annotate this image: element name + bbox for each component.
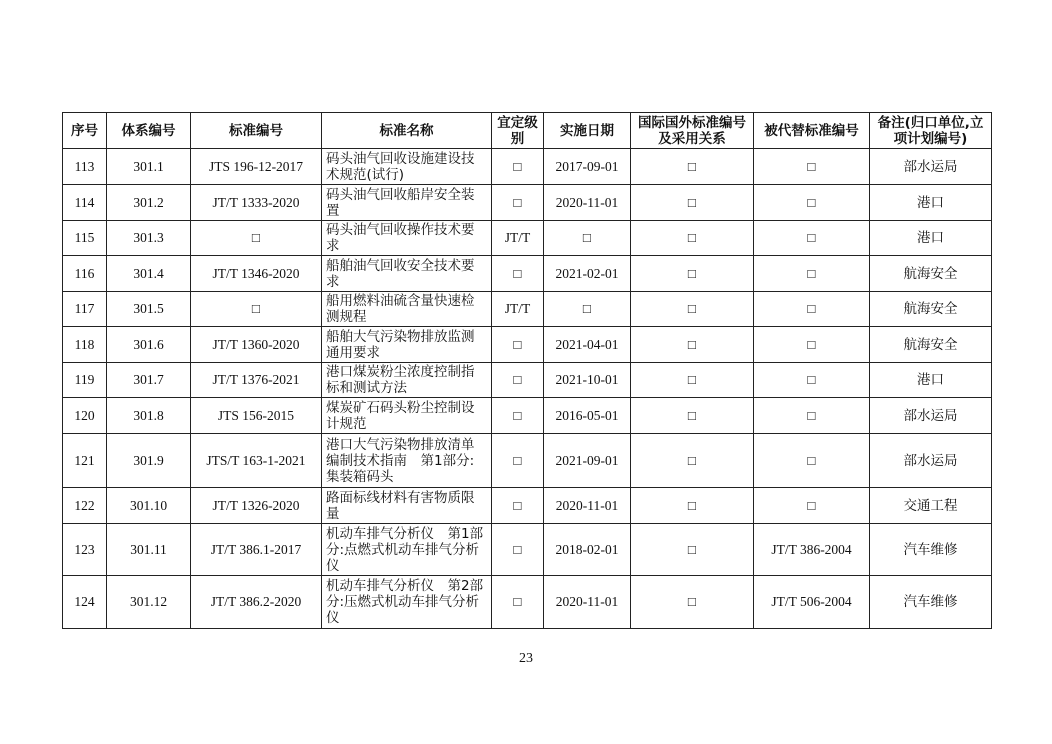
cell-std: JT/T 1333-2020 xyxy=(191,185,322,221)
header-standard-code: 标准编号 xyxy=(191,113,322,149)
cell-level: □ xyxy=(492,524,544,576)
cell-date: 2021-02-01 xyxy=(544,256,631,292)
cell-name: 煤炭矿石码头粉尘控制设计规范 xyxy=(322,398,492,434)
cell-note: 港口 xyxy=(870,221,992,256)
cell-replaced: □ xyxy=(754,434,870,488)
table-row xyxy=(63,398,992,434)
cell-intl: □ xyxy=(631,398,754,434)
cell-intl: □ xyxy=(631,363,754,398)
cell-level: □ xyxy=(492,327,544,363)
cell-name: 机动车排气分析仪 第2部分:压燃式机动车排气分析仪 xyxy=(322,576,492,629)
header-note: 备注(归口单位,立项计划编号) xyxy=(870,113,992,149)
cell-intl: □ xyxy=(631,488,754,524)
cell-replaced: □ xyxy=(754,327,870,363)
cell-intl: □ xyxy=(631,434,754,488)
cell-std: JT/T 1376-2021 xyxy=(191,363,322,398)
cell-note: 航海安全 xyxy=(870,256,992,292)
cell-std: JT/T 1326-2020 xyxy=(191,488,322,524)
table-body xyxy=(63,149,992,629)
cell-note: 部水运局 xyxy=(870,434,992,488)
cell-level: □ xyxy=(492,576,544,629)
cell-level: JT/T xyxy=(492,221,544,256)
cell-note: 交通工程 xyxy=(870,488,992,524)
header-level: 宜定级别 xyxy=(492,113,544,149)
cell-note: 航海安全 xyxy=(870,292,992,327)
cell-replaced: JT/T 386-2004 xyxy=(754,524,870,576)
cell-note: 港口 xyxy=(870,185,992,221)
cell-sys: 301.1 xyxy=(107,149,191,185)
header-system-code: 体系编号 xyxy=(107,113,191,149)
cell-replaced: □ xyxy=(754,488,870,524)
cell-no: 120 xyxy=(63,398,107,434)
cell-replaced: □ xyxy=(754,256,870,292)
cell-level: □ xyxy=(492,185,544,221)
cell-level: □ xyxy=(492,488,544,524)
cell-replaced: □ xyxy=(754,398,870,434)
cell-intl: □ xyxy=(631,185,754,221)
cell-name: 船舶大气污染物排放监测通用要求 xyxy=(322,327,492,363)
cell-sys: 301.2 xyxy=(107,185,191,221)
table-row xyxy=(63,327,992,363)
cell-no: 124 xyxy=(63,576,107,629)
cell-std: JT/T 1346-2020 xyxy=(191,256,322,292)
cell-no: 118 xyxy=(63,327,107,363)
cell-std: JT/T 386.2-2020 xyxy=(191,576,322,629)
header-serial: 序号 xyxy=(63,113,107,149)
cell-std: JT/T 1360-2020 xyxy=(191,327,322,363)
cell-sys: 301.9 xyxy=(107,434,191,488)
cell-no: 117 xyxy=(63,292,107,327)
cell-std: JT/T 386.1-2017 xyxy=(191,524,322,576)
cell-name: 港口煤炭粉尘浓度控制指标和测试方法 xyxy=(322,363,492,398)
cell-level: □ xyxy=(492,256,544,292)
cell-intl: □ xyxy=(631,149,754,185)
cell-name: 路面标线材料有害物质限量 xyxy=(322,488,492,524)
cell-intl: □ xyxy=(631,292,754,327)
cell-date: 2021-04-01 xyxy=(544,327,631,363)
cell-replaced: □ xyxy=(754,149,870,185)
cell-sys: 301.5 xyxy=(107,292,191,327)
cell-date: 2021-09-01 xyxy=(544,434,631,488)
cell-intl: □ xyxy=(631,576,754,629)
table-row xyxy=(63,434,992,488)
page-number: 23 xyxy=(519,651,533,666)
cell-note: 部水运局 xyxy=(870,149,992,185)
cell-note: 汽车维修 xyxy=(870,524,992,576)
cell-no: 121 xyxy=(63,434,107,488)
standards-table xyxy=(62,112,992,629)
cell-date: □ xyxy=(544,292,631,327)
cell-name: 机动车排气分析仪 第1部分:点燃式机动车排气分析仪 xyxy=(322,524,492,576)
cell-sys: 301.7 xyxy=(107,363,191,398)
cell-note: 航海安全 xyxy=(870,327,992,363)
cell-name: 码头油气回收船岸安全装置 xyxy=(322,185,492,221)
cell-std: □ xyxy=(191,221,322,256)
cell-no: 122 xyxy=(63,488,107,524)
cell-std: JTS/T 163-1-2021 xyxy=(191,434,322,488)
table-row xyxy=(63,185,992,221)
cell-sys: 301.10 xyxy=(107,488,191,524)
cell-date: 2020-11-01 xyxy=(544,488,631,524)
cell-date: 2017-09-01 xyxy=(544,149,631,185)
cell-sys: 301.11 xyxy=(107,524,191,576)
cell-replaced: □ xyxy=(754,363,870,398)
cell-name: 船用燃料油硫含量快速检测规程 xyxy=(322,292,492,327)
header-intl-relation: 国际国外标准编号及采用关系 xyxy=(631,113,754,149)
cell-no: 113 xyxy=(63,149,107,185)
cell-sys: 301.3 xyxy=(107,221,191,256)
cell-level: □ xyxy=(492,149,544,185)
cell-intl: □ xyxy=(631,327,754,363)
cell-date: □ xyxy=(544,221,631,256)
cell-sys: 301.8 xyxy=(107,398,191,434)
cell-date: 2021-10-01 xyxy=(544,363,631,398)
cell-date: 2016-05-01 xyxy=(544,398,631,434)
table-row xyxy=(63,292,992,327)
cell-level: □ xyxy=(492,434,544,488)
table-row xyxy=(63,524,992,576)
table-row xyxy=(63,363,992,398)
cell-name: 港口大气污染物排放清单编制技术指南 第1部分:集装箱码头 xyxy=(322,434,492,488)
cell-replaced: □ xyxy=(754,185,870,221)
cell-no: 119 xyxy=(63,363,107,398)
cell-intl: □ xyxy=(631,221,754,256)
header-date: 实施日期 xyxy=(544,113,631,149)
cell-note: 港口 xyxy=(870,363,992,398)
cell-name: 船舶油气回收安全技术要求 xyxy=(322,256,492,292)
cell-level: JT/T xyxy=(492,292,544,327)
cell-std: JTS 156-2015 xyxy=(191,398,322,434)
cell-std: □ xyxy=(191,292,322,327)
cell-date: 2020-11-01 xyxy=(544,185,631,221)
cell-note: 汽车维修 xyxy=(870,576,992,629)
table-row xyxy=(63,576,992,629)
cell-no: 114 xyxy=(63,185,107,221)
cell-date: 2020-11-01 xyxy=(544,576,631,629)
cell-note: 部水运局 xyxy=(870,398,992,434)
cell-replaced: □ xyxy=(754,221,870,256)
cell-intl: □ xyxy=(631,256,754,292)
cell-no: 115 xyxy=(63,221,107,256)
cell-name: 码头油气回收设施建设技术规范(试行) xyxy=(322,149,492,185)
cell-date: 2018-02-01 xyxy=(544,524,631,576)
table-row xyxy=(63,256,992,292)
cell-intl: □ xyxy=(631,524,754,576)
table-header-row xyxy=(63,113,992,149)
table-row xyxy=(63,149,992,185)
table-row xyxy=(63,488,992,524)
cell-level: □ xyxy=(492,398,544,434)
cell-replaced: □ xyxy=(754,292,870,327)
cell-name: 码头油气回收操作技术要求 xyxy=(322,221,492,256)
header-standard-name: 标准名称 xyxy=(322,113,492,149)
cell-sys: 301.4 xyxy=(107,256,191,292)
header-replaced: 被代替标准编号 xyxy=(754,113,870,149)
cell-std: JTS 196-12-2017 xyxy=(191,149,322,185)
table-row xyxy=(63,221,992,256)
cell-no: 123 xyxy=(63,524,107,576)
cell-sys: 301.6 xyxy=(107,327,191,363)
cell-no: 116 xyxy=(63,256,107,292)
cell-replaced: JT/T 506-2004 xyxy=(754,576,870,629)
cell-sys: 301.12 xyxy=(107,576,191,629)
cell-level: □ xyxy=(492,363,544,398)
